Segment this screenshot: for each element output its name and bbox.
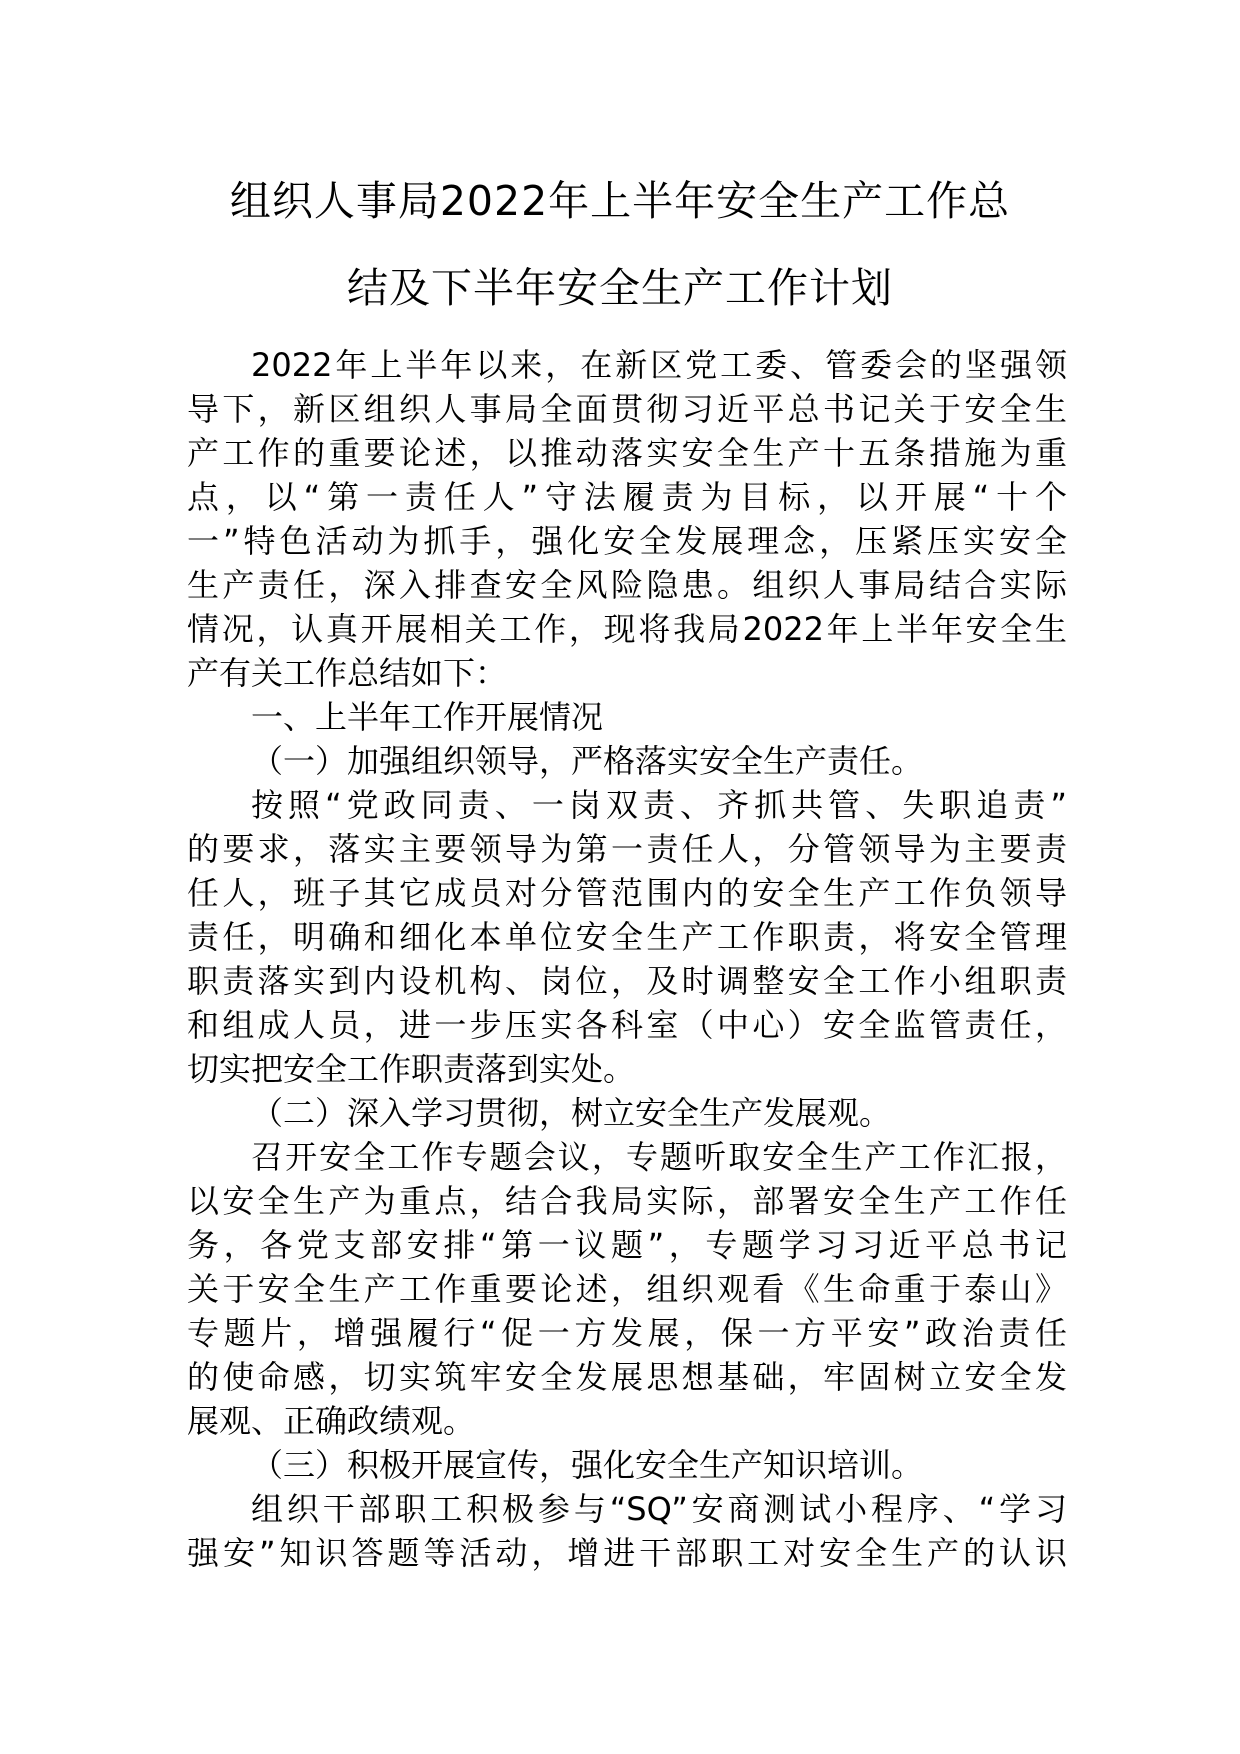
paragraph-line: 以安全生产为重点，结合我局实际，部署安全生产工作任 — [187, 1182, 1067, 1220]
paragraph-line: 产工作的重要论述，以推动落实安全生产十五条措施为重 — [187, 434, 1067, 472]
document-body — [187, 343, 1067, 1575]
paragraph-line: 务，各党支部安排“第一议题”，专题学习习近平总书记 — [187, 1226, 1067, 1264]
paragraph-line: 点，以“第一责任人”守法履责为目标，以开展“十个 — [187, 478, 1067, 516]
paragraph-line: 切实把安全工作职责落到实处。 — [187, 1050, 636, 1088]
section-heading: 一、上半年工作开展情况 — [251, 698, 604, 736]
paragraph-line: 一”特色活动为抓手，强化安全发展理念，压紧压实安全 — [187, 522, 1067, 560]
paragraph-line: 情况，认真开展相关工作，现将我局2022年上半年安全生 — [187, 610, 1067, 648]
paragraph-line: 任人，班子其它成员对分管范围内的安全生产工作负领导 — [187, 874, 1067, 912]
paragraph-line: 专题片，增强履行“促一方发展，保一方平安”政治责任 — [187, 1314, 1067, 1352]
paragraph-line: 导下，新区组织人事局全面贯彻习近平总书记关于安全生 — [187, 390, 1067, 428]
subsection-heading: （二）深入学习贯彻，树立安全生产发展观。 — [251, 1094, 892, 1132]
subsection-heading: （三）积极开展宣传，强化安全生产知识培训。 — [251, 1446, 924, 1484]
paragraph-line: 2022年上半年以来，在新区党工委、管委会的坚强领 — [251, 346, 1067, 384]
paragraph-line: 召开安全工作专题会议，专题听取安全生产工作汇报， — [251, 1138, 1067, 1176]
paragraph-line: 按照“党政同责、一岗双责、齐抓共管、失职追责” — [251, 786, 1067, 824]
paragraph-line: 生产责任，深入排查安全风险隐患。组织人事局结合实际 — [187, 566, 1067, 604]
subsection-heading: （一）加强组织领导，严格落实安全生产责任。 — [251, 742, 924, 780]
paragraph-line: 展观、正确政绩观。 — [187, 1402, 476, 1440]
paragraph-line: 关于安全生产工作重要论述，组织观看《生命重于泰山》 — [187, 1270, 1067, 1308]
paragraph-line: 职责落实到内设机构、岗位，及时调整安全工作小组职责 — [187, 962, 1067, 1000]
paragraph-line: 的使命感，切实筑牢安全发展思想基础，牢固树立安全发 — [187, 1358, 1067, 1396]
paragraph-line: 的要求，落实主要领导为第一责任人，分管领导为主要责 — [187, 830, 1067, 868]
paragraph-line: 责任，明确和细化本单位安全生产工作职责，将安全管理 — [187, 918, 1067, 956]
paragraph-line: 强安”知识答题等活动，增进干部职工对安全生产的认识 — [187, 1534, 1067, 1572]
document-title-line-2: 结及下半年安全生产工作计划 — [347, 264, 893, 312]
document-title-line-1: 组织人事局2022年上半年安全生产工作总 — [229, 177, 1011, 225]
paragraph-line: 组织干部职工积极参与“SQ”安商测试小程序、“学习 — [251, 1490, 1067, 1528]
paragraph-line: 产有关工作总结如下： — [187, 654, 508, 692]
paragraph-line: 和组成人员，进一步压实各科室（中心）安全监管责任， — [187, 1006, 1067, 1044]
